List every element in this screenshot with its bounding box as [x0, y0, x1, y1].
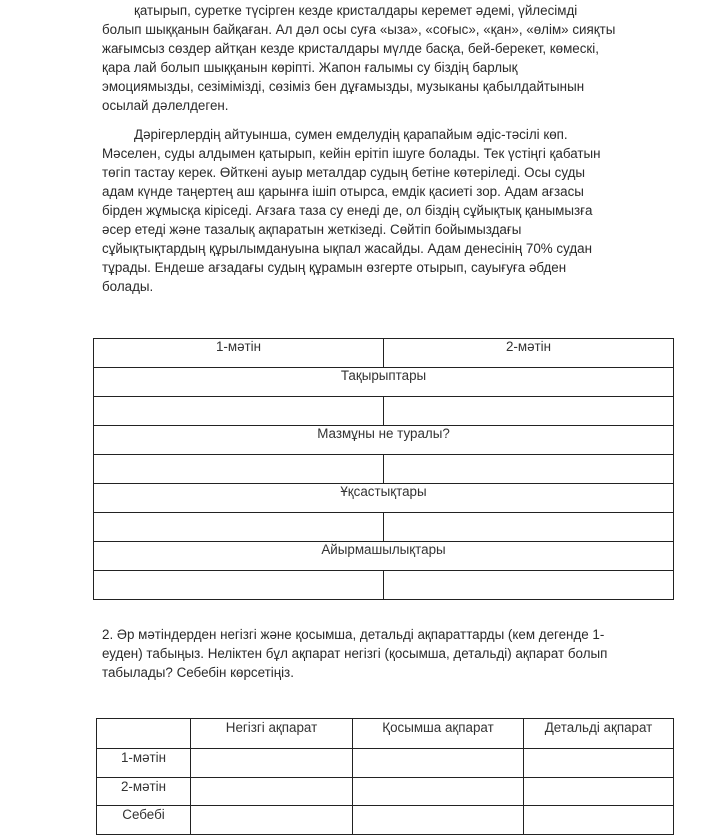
- section-content: Мазмұны не туралы?: [94, 426, 674, 455]
- header-main-info: Негізгі ақпарат: [191, 719, 353, 749]
- cell-similarities-1[interactable]: [94, 513, 384, 542]
- section-similarities: Ұқсастықтары: [94, 484, 674, 513]
- section-differences: Айырмашылықтары: [94, 542, 674, 571]
- text-line: Мәселен, суды алдымен қатырып, кейін ерітіп ішуге болады. Тек үстіңгі қабатын: [102, 146, 601, 161]
- row-label-text-1: 1-мәтін: [97, 749, 191, 778]
- cell[interactable]: [353, 806, 524, 835]
- cell-differences-1[interactable]: [94, 571, 384, 600]
- cell[interactable]: [353, 749, 524, 778]
- comparison-table: [93, 338, 674, 600]
- section-topics: Тақырыптары: [94, 368, 674, 397]
- cell-topics-1[interactable]: [94, 397, 384, 426]
- cell[interactable]: [524, 749, 674, 778]
- cell[interactable]: [191, 749, 353, 778]
- text-line: бірден жұмысқа кіріседі. Ағзаға таза су енеді де, ол біздің сұйықтық қанымызға: [102, 203, 593, 218]
- row-label-reason: Себебі: [97, 806, 191, 835]
- cell[interactable]: [524, 806, 674, 835]
- cell[interactable]: [524, 778, 674, 806]
- row-label-text-2: 2-мәтін: [97, 778, 191, 806]
- text-line: осылай дәлелдеген.: [102, 98, 229, 113]
- text-line: еуден) табыңыз. Неліктен бұл ақпарат негізгі (қосымша, детальді) ақпарат болып: [102, 646, 608, 661]
- cell-content-1[interactable]: [94, 455, 384, 484]
- text-line: әсер етеді және тазалық ақпаратын жеткізеді. Сөйтіп бойымыздағы: [102, 222, 522, 237]
- text-line: болып шыққанын байқаған. Ал дәл осы суға «ыза», «соғыс», «қан», «өлім» сияқты: [102, 22, 616, 37]
- paragraph-1: [102, 1, 672, 115]
- cell[interactable]: [191, 806, 353, 835]
- question-2: [102, 625, 672, 682]
- cell-differences-2[interactable]: [384, 571, 674, 600]
- text-line: болады.: [102, 279, 154, 294]
- header-text-1: 1-мәтін: [94, 339, 384, 368]
- text-line: қатырып, суретке түсірген кезде кристалдары керемет әдемі, үйлесімді: [134, 3, 578, 18]
- text-line: тұрады. Ендеше ағзадағы судың құрамын өзгерте отырып, сауығуға әбден: [102, 260, 567, 275]
- text-line: табылады? Себебін көрсетіңіз.: [102, 665, 294, 680]
- text-line: қара лай болып шыққанын көріпті. Жапон ғалымы су біздің барлық: [102, 60, 518, 75]
- paragraph-2: [102, 125, 672, 296]
- cell-similarities-2[interactable]: [384, 513, 674, 542]
- text-line: сұйықтықтардың құрылымдануына ықпал жасайды. Адам денесінің 70% судан: [102, 241, 593, 256]
- text-line: жағымсыз сөздер айтқан кезде кристалдары мүлде басқа, бей-берекет, көмескі,: [102, 41, 599, 56]
- cell[interactable]: [353, 778, 524, 806]
- header-additional-info: Қосымша ақпарат: [353, 719, 524, 749]
- text-line: 2. Әр мәтіндерден негізгі және қосымша, детальді ақпараттарды (кем дегенде 1-: [102, 627, 605, 642]
- cell-content-2[interactable]: [384, 455, 674, 484]
- header-text-2: 2-мәтін: [384, 339, 674, 368]
- header-empty: [97, 719, 191, 749]
- cell[interactable]: [191, 778, 353, 806]
- text-line: эмоциямызды, сезімімізді, сөзіміз бен дұғамызды, музыканы қабылдайтынын: [102, 79, 585, 94]
- text-line: адам күнде таңертең аш қарынға ішіп отырса, емдік қасиеті зор. Адам ағзасы: [102, 184, 584, 199]
- cell-topics-2[interactable]: [384, 397, 674, 426]
- text-line: төгіп тастау керек. Өйткені ауыр металдар судың бетіне көтеріледі. Осы суды: [102, 165, 586, 180]
- information-table: [96, 718, 674, 835]
- text-line: Дәрігерлердің айтуынша, сумен емделудің қарапайым әдіс-тәсілі көп.: [134, 127, 568, 142]
- header-detail-info: Детальді ақпарат: [524, 719, 674, 749]
